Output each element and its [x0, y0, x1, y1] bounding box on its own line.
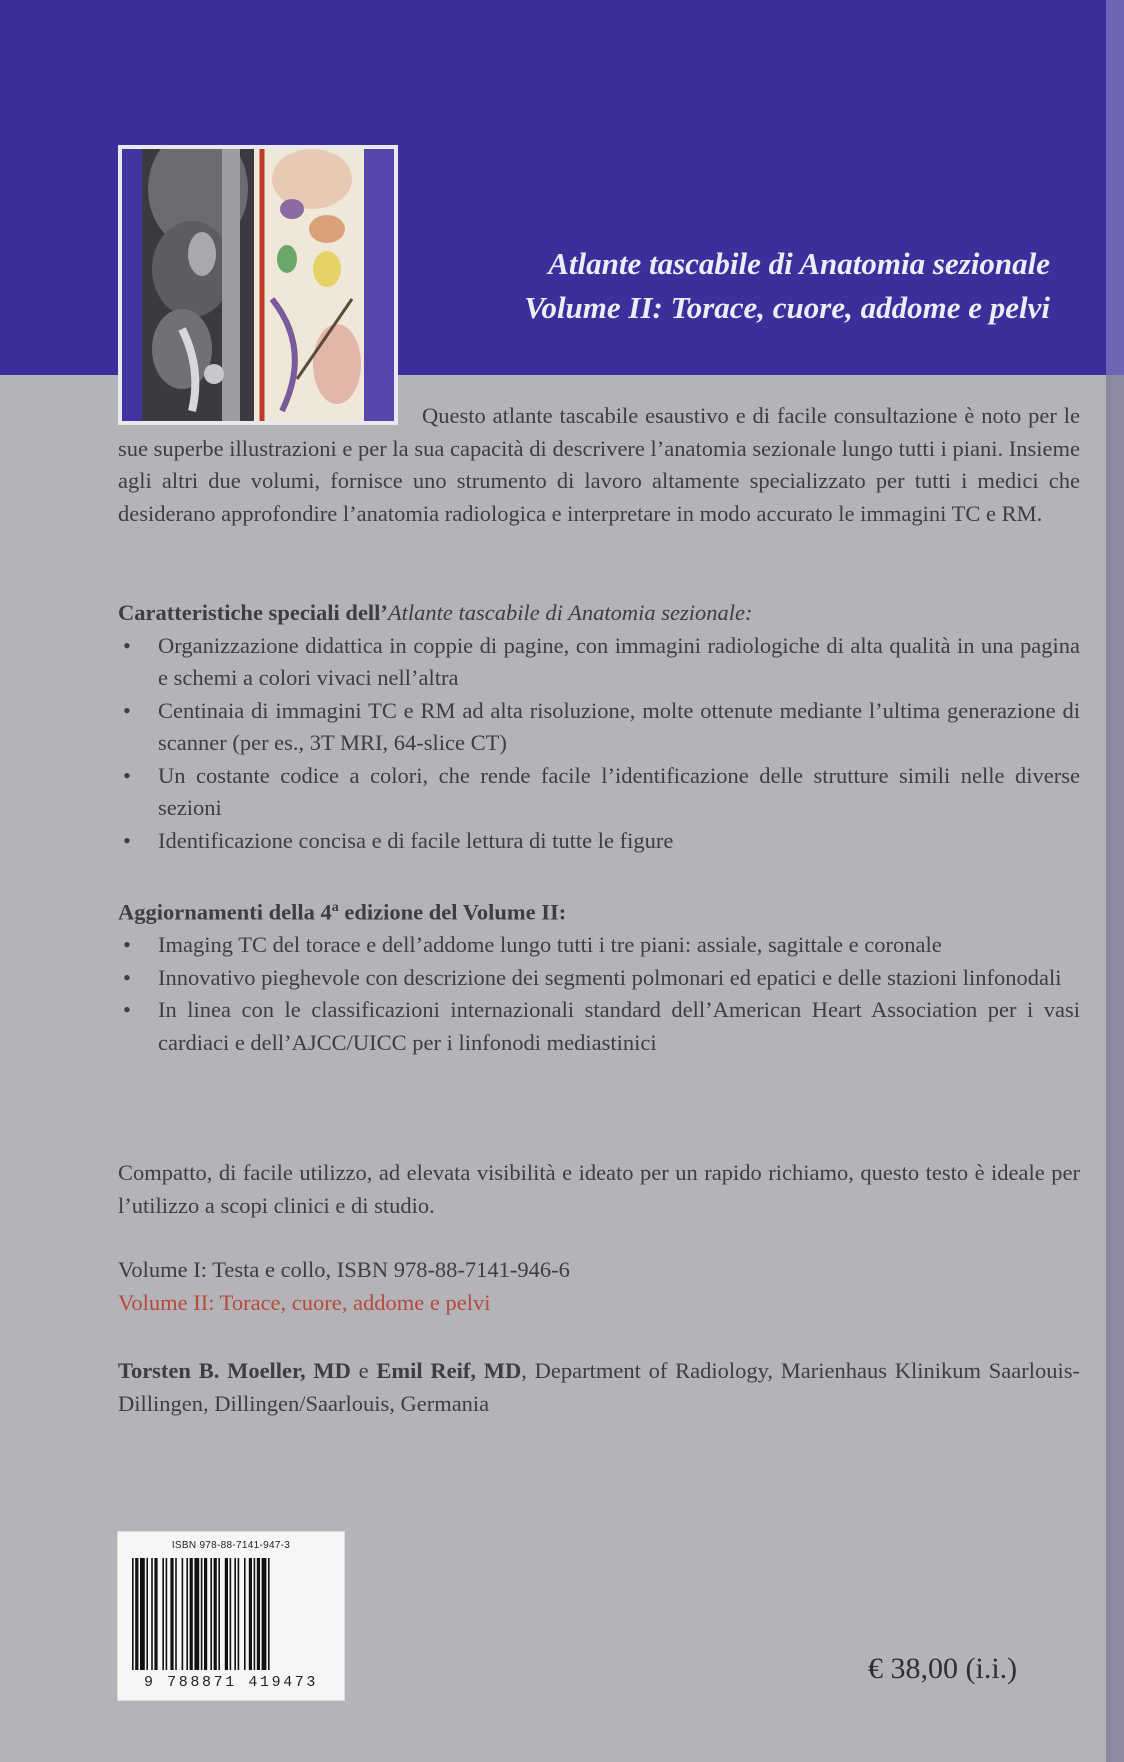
list-item: • Organizzazione didattica in coppie di pagine, con immagini radiologiche di alta qualità in una pagina e schemi a colori vivaci nell’altra: [118, 630, 1080, 695]
barcode-bar: [254, 1558, 256, 1670]
list-item: • Identificazione concisa e di facile lettura di tutte le figure: [118, 825, 1080, 858]
features-heading-italic: Atlante tascabile di Anatomia sezionale:: [387, 600, 753, 625]
barcode-bar: [190, 1558, 193, 1670]
anatomy-thumbnail-image: [118, 145, 398, 425]
barcode-bar: [201, 1558, 203, 1670]
features-heading: [118, 597, 1080, 630]
barcode-bar: [262, 1558, 267, 1670]
authors-credit: [118, 1355, 1080, 1420]
barcode-bar: [170, 1558, 173, 1670]
updates-section: [118, 892, 1080, 1059]
author-a: Torsten B. Moeller, MD: [118, 1358, 351, 1383]
intro-text: Questo atlante tascabile esaustivo e di facile consultazione è noto per le sue superbe illustrazioni e per la sua capacità di descrivere l’anatomia sezionale lungo tutti i piani. Insieme agli altri due volumi, fornisce uno strumento di lavoro altamente specializzato per tutti i medici che desiderano approfondire l’anatomia radiologica e interpretare in modo accurato le immagini TC e RM.: [118, 403, 1080, 526]
barcode-bar: [151, 1558, 153, 1670]
barcode-bar: [244, 1558, 246, 1670]
updates-heading-pre: Aggiornamenti della 4: [118, 899, 332, 925]
barcode-bar: [140, 1558, 145, 1670]
updates-list: [118, 929, 1080, 1059]
closing-paragraph: Compatto, di facile utilizzo, ad elevata visibilità e ideato per un rapido richiamo, questo testo è ideale per l’utilizzo a scopi clinici e di studio.: [118, 1160, 1080, 1218]
volume-2-line: Volume II: Torace, cuore, addome e pelvi: [118, 1289, 491, 1315]
barcode-bar: [182, 1558, 184, 1670]
barcode-bars: [132, 1558, 332, 1670]
features-heading-prefix: Caratteristiche speciali dell’: [118, 600, 388, 625]
isbn-barcode: [117, 1531, 345, 1701]
updates-heading: [118, 892, 1080, 929]
updates-heading-post: edizione del Volume II:: [338, 899, 567, 925]
barcode-bar: [154, 1558, 157, 1670]
updates-heading-sup: a: [331, 900, 339, 915]
anatomy-illustration: [122, 149, 394, 421]
author-b: Emil Reif, MD: [376, 1358, 522, 1383]
features-section: [118, 597, 1080, 857]
barcode-digits: 9 788871 419473: [143, 1674, 319, 1691]
barcode-bar: [186, 1558, 188, 1670]
list-item: • Un costante codice a colori, che rende facile l’identificazione delle strutture simili nelle diverse sezioni: [118, 760, 1080, 825]
list-item: • Imaging TC del torace e dell’addome lungo tutti i tre piani: assiale, sagittale e coronale: [118, 929, 1080, 962]
barcode-bar: [135, 1558, 138, 1670]
list-item: • Innovativo pieghevole con descrizione dei segmenti polmonari ed epatici e delle stazioni linfonodali: [118, 962, 1080, 995]
list-item: • Centinaia di immagini TC e RM ad alta risoluzione, molte ottenute mediante l’ultima generazione di scanner (per es., 3T MRI, 64-slice CT): [118, 695, 1080, 760]
barcode-bar: [132, 1558, 134, 1670]
barcode-bar: [249, 1558, 252, 1670]
list-item: • In linea con le classificazioni internazionali standard dell’American Heart Association per i vasi cardiaci e dell’AJCC/UICC per i linfonodi mediastinici: [118, 994, 1080, 1059]
barcode-bar: [257, 1558, 260, 1670]
author-affiliation: , Department of Radiology, Marienhaus Klinikum Saarlouis-Dillingen, Dillingen/Saarlouis, Germania: [118, 1358, 1080, 1416]
author-conj: e: [350, 1358, 377, 1383]
book-title: [400, 242, 1050, 330]
intro-paragraph: [118, 400, 1080, 530]
book-title-line1: Atlante tascabile di Anatomia sezionale: [548, 246, 1050, 281]
barcode-bar: [225, 1558, 228, 1670]
barcode-bar: [162, 1558, 164, 1670]
barcode-bar: [210, 1558, 212, 1670]
volume-1-line: Volume I: Testa e collo, ISBN 978-88-7141-946-6: [118, 1257, 570, 1282]
barcode-bar: [214, 1558, 217, 1670]
volumes-list: [118, 1254, 1080, 1319]
barcode-bar: [166, 1558, 168, 1670]
book-title-line2: Volume II: Torace, cuore, addome e pelvi: [524, 290, 1050, 325]
barcode-bar: [204, 1558, 207, 1670]
spine-edge-top: [1106, 0, 1124, 375]
barcode-bar: [194, 1558, 199, 1670]
barcode-bar: [238, 1558, 240, 1670]
barcode-bar: [234, 1558, 236, 1670]
isbn-label: ISBN 978-88-7141-947-3: [171, 1540, 291, 1551]
barcode-bar: [218, 1558, 220, 1670]
features-list: [118, 630, 1080, 858]
barcode-bar: [230, 1558, 232, 1670]
barcode-bar: [146, 1558, 148, 1670]
price-label: € 38,00 (i.i.): [868, 1652, 1018, 1685]
barcode-bar: [268, 1558, 270, 1670]
barcode-bar: [175, 1558, 177, 1670]
